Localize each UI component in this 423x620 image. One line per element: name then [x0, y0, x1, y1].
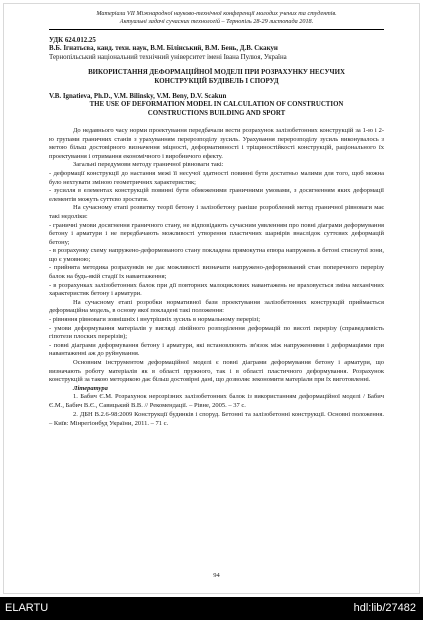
paper-title	[49, 69, 384, 87]
paragraph: - умови деформування матеріалів у вигляді лінійного розподілення деформацій по висоті перерізу (справедливість гіпотези плоских перерізів);	[49, 324, 384, 341]
paragraph: - деформації конструкції до настання межі її несучої здатності повинні бути достатньо малими для того, щоб можна було нехтувати зміною геометричних характеристик;	[49, 169, 384, 186]
paragraph: На сучасному етапі розвитку теорії бетону і залізобетону раніше розроблений метод граничної рівноваги має такі недоліки:	[49, 204, 384, 220]
paragraph: - зусилля в елементах конструкцій повинні бути обмеженими граничними умовами, з досягненням яких деформації елементів можуть суттєво зростати.	[49, 187, 384, 203]
authors-en: V.B. Ignatieva, Ph.D., V.M. Bilinsky, V.M. Beny, D.V. Scakun	[49, 92, 227, 100]
page-number: 94	[213, 572, 220, 579]
document-page	[3, 3, 420, 594]
paragraph: На сучасному етапі розробки нормативної бази проектування залізобетонних конструкцій приймається деформаційна модель, в основу якої покладені такі положення:	[49, 298, 384, 315]
paragraph: - прийнята методика розрахунків не дає можливості визначати напружено-деформований стан поперечного перерізу балок на будь-якій стадії їх навантаження;	[49, 264, 384, 281]
paragraph: - повні діаграми деформування бетону і арматури, які встановлюють зв'язок між напруженнями і деформаціями при навантаженні аж до руйнування.	[49, 341, 384, 358]
udk-code: УДК 624.012.25	[49, 36, 96, 44]
paragraph: - граничні умови досягнення граничного стану, не відповідають сучасним уявленням про повні діаграми деформування бетону і арматури і не передбачають можливості утворення пластичних шарнірів внаслідок суттєвих деформацій бетону;	[49, 221, 384, 246]
paragraph: До недавнього часу норми проектування передбачали вести розрахунок залізобетонних конструкцій за 1-ю і 2-ю групами граничних станів з урахуванням перерозподілу зусиль. Урахування перерозподілу зусиль виконувалось з метою більш достовірного визначення міцності, деформативності і тріщиностійкості конструкцій, раціонального їх проектування і отримання економічного і виробничого ефекту.	[49, 126, 384, 160]
title-en-line: CONSTRUCTIONS BUILDING AND SPORT	[147, 110, 286, 118]
paper-title-en	[49, 101, 384, 119]
paragraph: - в розрахунку схему напружено-деформованого стану покладена прямокутна епюра напружень в бетоні стиснутої зони, що є умовною;	[49, 247, 384, 263]
affiliation: Тернопільський національний технічний університет імені Івана Пулюя, Україна	[49, 54, 287, 62]
paragraph: 1. Бабич Є.М. Розрахунок нерозрізних залізобетонних балок із використанням деформаційної моделі / Бабич Є.М., Бабич В.Є., Савицький В.В. // Рекомендації. – Рівне, 2005. – 37 с.	[49, 393, 384, 409]
paragraph: Основним інструментом деформаційної моделі є повні діаграми деформування бетону і арматури, що визначають роботу матеріалів як в області пружного, так і в області пластичного деформування. Розрахунок конструкцій за такою методикою дає більш достовірні дані, що дозволяє зекономити матеріали при їх виготовленні.	[49, 359, 384, 384]
paragraph: Загальні передумови методу граничної рівноваги такі:	[73, 161, 224, 169]
header-rule	[49, 29, 384, 30]
paragraph: - рівняння рівноваги зовнішніх і внутрішніх зусиль в нормальному перерізі;	[49, 316, 261, 324]
authors: В.Б. Ігнатьєва, канд. техн. наук, В.М. Білінський, В.М. Бень, Д.В. Скакун	[49, 45, 278, 53]
title-en-line: THE USE OF DEFORMATION MODEL IN CALCULATION OF CONSTRUCTION	[89, 101, 344, 109]
paragraph: 2. ДБН В.2.6-98:2009 Конструкції будинків і споруд. Бетонні та залізобетонні конструкції. Основні положення. – Київ: Мінрегіонбуд України, 2011. – 71 с.	[49, 411, 384, 427]
handle-id: hdl:lib/27482	[353, 602, 416, 614]
references-heading: Література	[73, 384, 108, 392]
title-line: ВИКОРИСТАННЯ ДЕФОРМАЦІЙНОЇ МОДЕЛІ ПРИ РОЗРАХУНКУ НЕСУЧИХ	[88, 68, 345, 76]
page-content	[49, 10, 384, 579]
running-header	[49, 10, 384, 27]
repository-footer-bar	[0, 597, 423, 620]
header-line-2: Актуальні задачі сучасних технологій – Тернопіль 28-29 листопада 2018.	[119, 18, 314, 26]
repository-name: ELARTU	[5, 602, 49, 614]
header-line-1: Матеріали VII Міжнародної науково-технічної конференції молодих учених та студентів.	[96, 10, 337, 17]
paragraph: - в розрахунках залізобетонних балок при дії повторних малоциклових навантажень не враховується зміна механічних характеристик бетону і арматури.	[49, 281, 384, 298]
title-line: КОНСТРУКЦІЙ БУДІВЕЛЬ І СПОРУД	[154, 77, 279, 85]
article-body	[49, 127, 384, 428]
